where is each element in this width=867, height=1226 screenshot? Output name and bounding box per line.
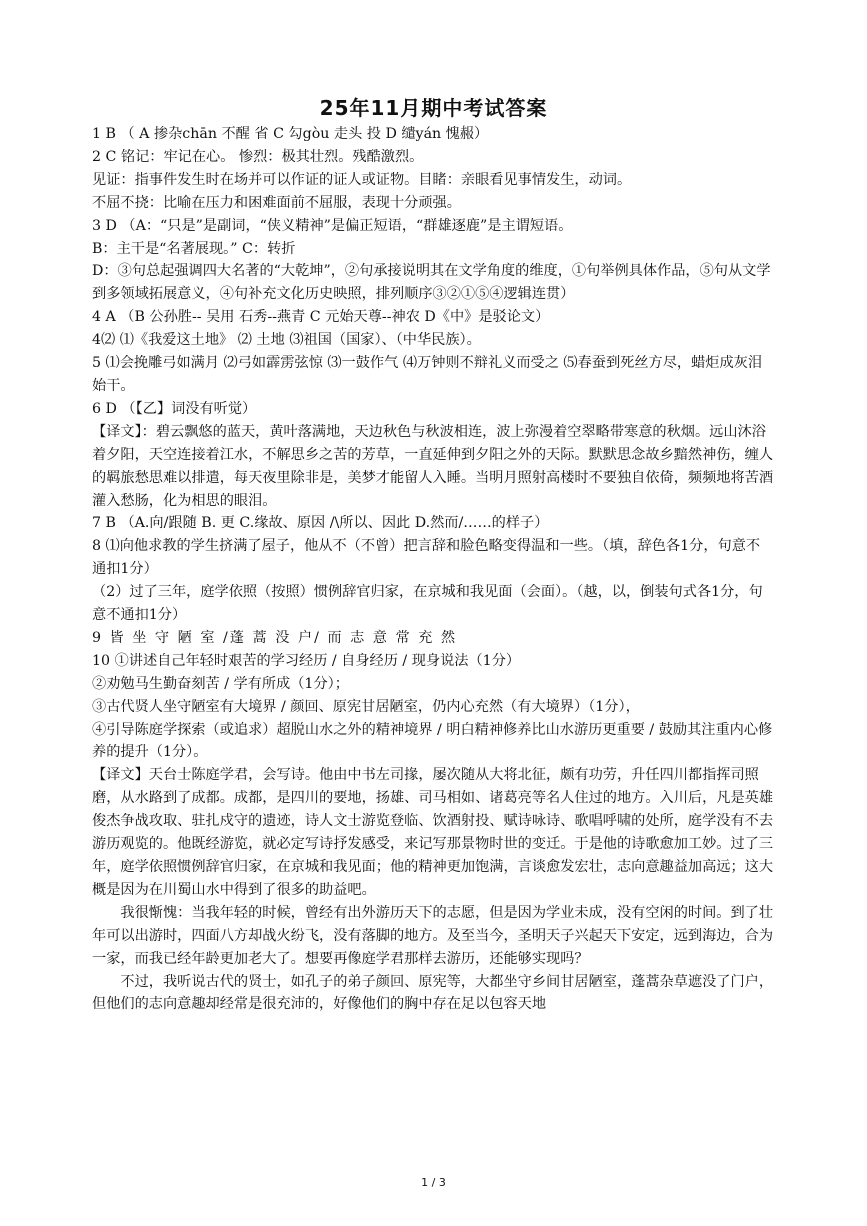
document-body <box>92 123 774 1016</box>
answer-2-note-a: 见证：指事件发生时在场并可以作证的证人或证物。目睹：亲眼看见事情发生，动词。 <box>92 171 632 188</box>
page-number: 1 / 3 <box>421 1176 446 1189</box>
answer-6: 6 D （【乙】词没有听觉） <box>92 400 257 417</box>
answer-4-2: 4⑵ ⑴《我爱这土地》 ⑵ 土地 ⑶祖国（国家）、（中华民族）。 <box>92 332 481 349</box>
answer-4: 4 A （B 公孙胜-- 吴用 石秀--燕青 C 元始天尊--神农 D《中》是驳论文） <box>92 309 550 326</box>
answer-7: 7 B （A.向/跟随 B. 更 C.缘故、原因 /\所以、因此 D.然而/……的样子） <box>92 515 549 532</box>
answer-3: 3 D （A：“只是”是副词，“侠义精神”是偏正短语，“群雄逐鹿”是主谓短语。 <box>92 217 573 234</box>
answer-10-1: 10 ①讲述自己年轻时艰苦的学习经历 / 自身经历 / 现身说法（1分） <box>92 652 521 669</box>
answer-5: 5 ⑴会挽雕弓如满月 ⑵弓如霹雳弦惊 ⑶一鼓作气 ⑷万钟则不辩礼义而受之 ⑸春蚕到死丝方尽，蜡炬成灰泪始干。 <box>92 355 763 394</box>
answer-2-note-b: 不屈不挠：比喻在压力和困难面前不屈服，表现十分顽强。 <box>92 194 461 211</box>
document-title: 25年11月期中考试答案 <box>319 96 548 120</box>
answer-3-note-d: D：③句总起强调四大名著的“大乾坤”，②句承接说明其在文学角度的维度，①句举例具体作品，⑤句从文学到多领域拓展意义，④句补充文化历史映照，排列顺序③②①⑤④逻辑连贯） <box>92 263 771 303</box>
translation-10-para-1: 【译文】天台士陈庭学君，会写诗。他由中书左司掾，屡次随从大将北征，颇有功劳，升任四川都指挥司照磨，从水路到了成都。成都，是四川的要地，扬雄、司马相如、诸葛亮等名人住过的地方。入川后，凡是英雄俊杰争战攻取、驻扎戍守的遗迹，诗人文士游览登临、饮酒射投、赋诗咏诗、歌唱呼啸的处所，庭学没有不去游历观览的。他既经游览，就必定写诗抒发感受，来记写那景物时世的变迁。于是他的诗歌愈加工妙。过了三年，庭学依照惯例辞官归家，在京城和我见面；他的精神更加饱满，言谈愈发宏壮，志向意趣益加高远；这大概是因为在川蜀山水中得到了很多的助益吧。 <box>92 767 774 898</box>
answer-10-4: ④引导陈庭学探索（或追求）超脱山水之外的精神境界 / 明白精神修养比山水游历更重要 / 鼓励其注重内心修养的提升（1分）。 <box>92 721 773 761</box>
answer-8-2: （2）过了三年，庭学依照（按照）惯例辞官归家，在京城和我见面（会面）。（越，以，倒装句式各1分，句意不通扣1分） <box>92 584 763 624</box>
answer-10-2: ②劝勉马生勤奋刻苦 / 学有所成（1分）； <box>92 675 349 692</box>
translation-6: 【译文】：碧云飘悠的蓝天，黄叶落满地，天边秋色与秋波相连，波上弥漫着空翠略带寒意的秋烟。远山沐浴着夕阳，天空连接着江水，不解思乡之苦的芳草，一直延伸到夕阳之外的天际。默默思念故乡黯然神伤，缠人的羁旅愁思难以排遣，每天夜里除非是，美梦才能留人入睡。当明月照射高楼时不要独自依倚，频频地将苦酒灌入愁肠，化为相思的眼泪。 <box>92 423 774 509</box>
answer-2: 2 C 铭记：牢记在心。 惨烈：极其壮烈。残酷激烈。 <box>92 148 424 165</box>
answer-10-3: ③古代贤人坐守陋室有大境界 / 颜回、原宪甘居陋室，仍内心充然（有大境界）（1分）， <box>92 698 640 715</box>
answer-8-1: 8 ⑴向他求教的学生挤满了屋子，他从不（不曾）把言辞和脸色略变得温和一些。（填，辞色各1分，句意不通扣1分） <box>92 538 761 578</box>
translation-10-para-2: 我很惭愧：当我年轻的时候，曾经有出外游历天下的志愿，但是因为学业未成，没有空闲的时间。到了壮年可以出游时，四面八方却战火纷飞，没有落脚的地方。及至当今，圣明天子兴起天下安定，远到海边，合为一家，而我已经年龄更加老大了。想要再像庭学君那样去游历，还能够实现吗？ <box>92 904 774 967</box>
answer-1: 1 B （ A 掺杂chān 不醒 省 C 勾gòu 走头 投 D 缱yán 愧赧） <box>92 126 489 142</box>
translation-10-para-3: 不过，我听说古代的贤士，如孔子的弟子颜回、原宪等，大都坐守乡间甘居陋室，蓬蒿杂草遮没了门户，但他们的志向意趣却经常是很充沛的，好像他们的胸中存在足以包容天地 <box>92 973 774 1013</box>
answer-3-note-b: B：主干是“名著展现。” C：转折 <box>92 240 296 257</box>
answer-9: 9 皆 坐 守 陋 室 /蓬 蒿 没 户/ 而 志 意 常 充 然 <box>92 629 458 646</box>
